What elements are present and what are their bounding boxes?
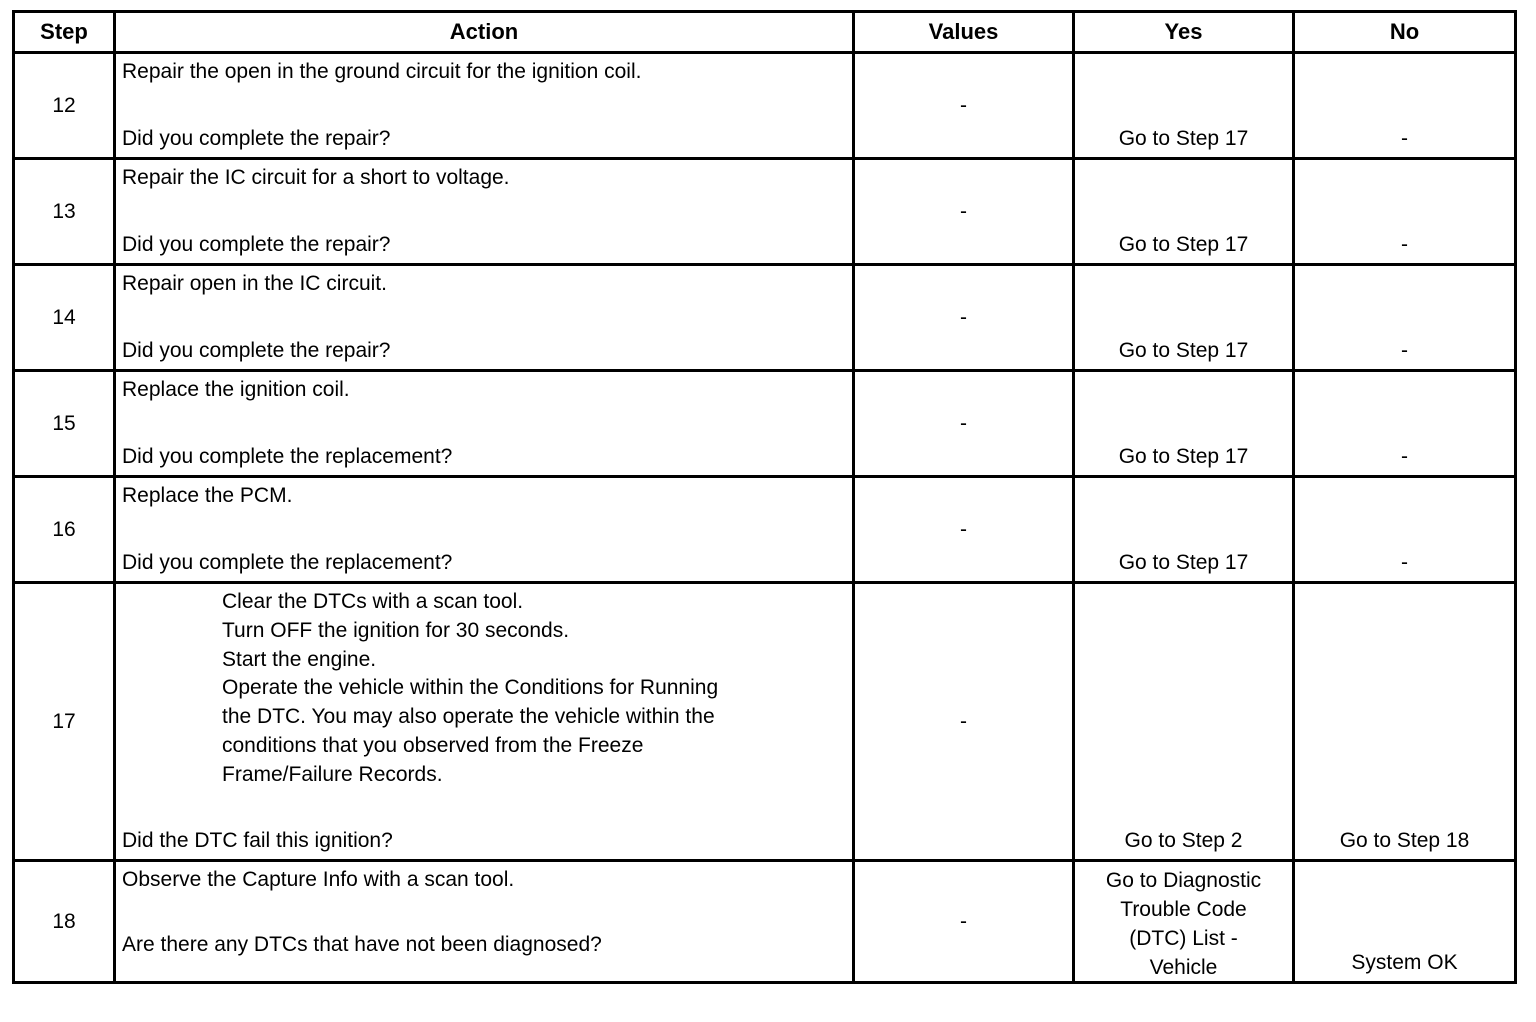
no-result: - <box>1401 127 1408 150</box>
header-values: Values <box>854 12 1074 53</box>
yes-result: Go to Step 17 <box>1118 339 1249 362</box>
action-instruction: Repair the IC circuit for a short to voltage. <box>122 166 510 189</box>
action-question: Are there any DTCs that have not been diagnosed? <box>122 933 602 956</box>
action-cell <box>115 159 854 265</box>
yes-cell <box>1074 583 1294 861</box>
yes-result: Go to Step 17 <box>1118 233 1249 256</box>
yes-result: Go to Step 17 <box>1118 127 1249 150</box>
yes-result-line: (DTC) List - <box>1129 927 1238 950</box>
no-cell <box>1294 371 1516 477</box>
diagnostic-table <box>12 10 1517 984</box>
no-cell <box>1294 861 1516 983</box>
yes-cell <box>1074 861 1294 983</box>
action-line: Turn OFF the ignition for 30 seconds. <box>222 618 570 642</box>
header-step: Step <box>14 12 115 53</box>
header-yes: Yes <box>1074 12 1294 53</box>
action-line: Clear the DTCs with a scan tool. <box>222 590 524 613</box>
action-question: Did you complete the replacement? <box>122 445 453 468</box>
no-result: System OK <box>1351 951 1458 974</box>
header-action: Action <box>115 12 854 53</box>
yes-cell <box>1074 477 1294 583</box>
table-row <box>14 371 1516 477</box>
action-question: Did you complete the repair? <box>122 127 391 150</box>
table-row <box>14 861 1516 983</box>
no-result: - <box>1401 339 1408 362</box>
step-number: 15 <box>14 371 115 477</box>
yes-cell <box>1074 371 1294 477</box>
yes-result: Go to Step 17 <box>1118 445 1249 468</box>
no-result: - <box>1401 551 1408 574</box>
action-instruction: Repair open in the IC circuit. <box>122 272 387 295</box>
step-number: 16 <box>14 477 115 583</box>
yes-result-line: Go to Diagnostic <box>1105 869 1262 892</box>
action-cell <box>115 583 854 861</box>
action-cell <box>115 861 854 983</box>
action-line: the DTC. You may also operate the vehicle within the <box>222 705 715 729</box>
values-cell: - <box>854 861 1074 983</box>
action-line: conditions that you observed from the Freeze <box>222 733 644 757</box>
no-cell <box>1294 265 1516 371</box>
action-question: Did you complete the replacement? <box>122 551 453 574</box>
action-question: Did you complete the repair? <box>122 233 391 256</box>
header-no: No <box>1294 12 1516 53</box>
table-row <box>14 477 1516 583</box>
no-result: - <box>1401 445 1408 468</box>
action-cell <box>115 265 854 371</box>
yes-cell <box>1074 265 1294 371</box>
no-result: - <box>1401 233 1408 256</box>
no-result: Go to Step 18 <box>1339 829 1470 852</box>
action-instruction: Replace the ignition coil. <box>122 378 350 401</box>
no-cell <box>1294 53 1516 159</box>
action-instruction: Replace the PCM. <box>122 484 293 507</box>
action-line: Operate the vehicle within the Conditions for Running <box>222 676 719 700</box>
step-number: 12 <box>14 53 115 159</box>
table-row <box>14 265 1516 371</box>
values-cell: - <box>854 159 1074 265</box>
action-line: Start the engine. <box>222 647 377 671</box>
yes-result: Go to Step 2 <box>1124 829 1243 852</box>
action-cell <box>115 477 854 583</box>
action-cell <box>115 371 854 477</box>
no-cell <box>1294 583 1516 861</box>
action-instruction: Observe the Capture Info with a scan tool. <box>122 868 515 891</box>
values-cell: - <box>854 53 1074 159</box>
yes-result-line: Trouble Code <box>1120 898 1247 921</box>
yes-result: Go to Step 17 <box>1118 551 1249 574</box>
table-row <box>14 159 1516 265</box>
no-cell <box>1294 477 1516 583</box>
table-row <box>14 583 1516 861</box>
yes-cell <box>1074 53 1294 159</box>
table-row <box>14 53 1516 159</box>
action-line: Frame/Failure Records. <box>222 762 443 786</box>
yes-result <box>1075 866 1292 982</box>
step-number: 14 <box>14 265 115 371</box>
header-row <box>14 12 1516 53</box>
values-cell: - <box>854 583 1074 861</box>
values-cell: - <box>854 371 1074 477</box>
step-number: 17 <box>14 583 115 861</box>
step-number: 13 <box>14 159 115 265</box>
action-question: Did the DTC fail this ignition? <box>122 829 393 852</box>
values-cell: - <box>854 265 1074 371</box>
values-cell: - <box>854 477 1074 583</box>
yes-result-line: Vehicle <box>1149 956 1218 979</box>
step-number: 18 <box>14 861 115 983</box>
action-instruction-list <box>222 588 822 790</box>
action-instruction: Repair the open in the ground circuit for the ignition coil. <box>122 60 642 83</box>
yes-cell <box>1074 159 1294 265</box>
no-cell <box>1294 159 1516 265</box>
action-cell <box>115 53 854 159</box>
action-question: Did you complete the repair? <box>122 339 391 362</box>
